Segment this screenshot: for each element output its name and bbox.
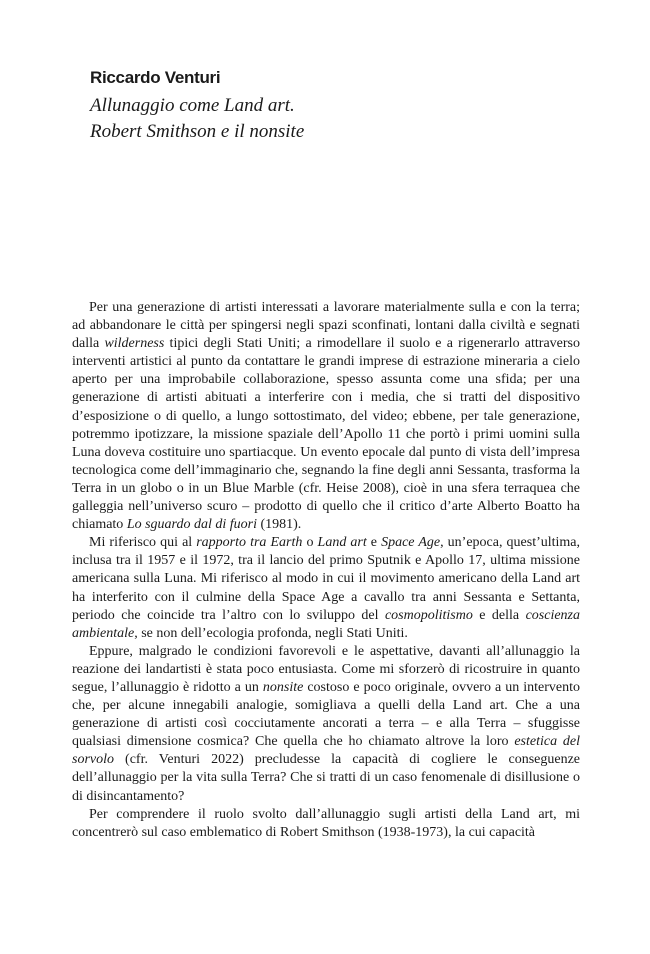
text-run: , un’epoca, quest’ultima, inclusa tra il 1957 e il 1972, tra il lancio del primo Sputnik e Apollo 17, ultima missione americana sulla Luna. Mi riferisco al modo in cui il movimento americano della Land art ha interferito con il culmine della Space Age a cavallo tra anni Sessanta e Settanta, periodo che coincide tra l’altro con lo sviluppo del — [72, 535, 581, 623]
body-paragraph-2 — [72, 534, 580, 643]
text-run: (cfr. Venturi 2022) precludesse la capacità di cogliere le conseguenze dell’allunaggio per la vita sulla Terra? Che si tratti di un caso fenomenale di disillusione o di disincantamento? — [72, 752, 580, 804]
text-run: tipici degli Stati Uniti; a rimodellare il suolo e a rigenerarlo attraverso interventi artistici al punto da contattare le grandi imprese di estrazione mineraria a cielo aperto per una improbabile collaborazione, spesso assunta come una sfida; per una generazione di artisti abituati a interferire con i media, che si tratti del dispositivo d’esposizione o di quello, a lungo sottostimato, del video; ebbene, per tale generazione, potremmo ipotizzare, la missione spaziale dell’Apollo 11 che portò i primi uomini sulla Luna doveva costituire uno spartiacque. Un evento epocale dal punto di vista dell’impresa tecnologica come dell’immaginario che, segnando la fine degli anni Sessanta, trasforma la Terra in un globo o in un Blue Marble (cfr. Heise 2008), cioè in una sfera terraquea che galleggia nell’universo scuro – prodotto di quello che il critico d’arte Alberto Boatto ha chiamato — [72, 336, 580, 533]
text-run: e — [366, 535, 382, 551]
italic-text: coscienza ambientale — [72, 607, 580, 641]
body-text — [72, 299, 580, 842]
italic-text: rapporto tra Earth — [196, 535, 303, 551]
body-paragraph-4 — [72, 806, 580, 842]
text-run: Per una generazione di artisti interessati a lavorare materialmente sulla e con la terra; ad abbandonare le città per spingersi negli spazi sconfinati, lontani dalla civiltà e segnati dalla — [72, 300, 580, 352]
chapter-title-line-1: Allunaggio come Land art. — [90, 95, 295, 116]
italic-text: Space Age — [381, 535, 441, 551]
text-run: Eppure, malgrado le condizioni favorevoli e le aspettative, davanti all’allunaggio la reazione dei landartisti è stata poco entusiasta. Come mi sforzerò di ricostruire in quanto segue, l’allunaggio è ridotto a un — [72, 643, 580, 695]
text-run: , se non dell’ecologia profonda, negli Stati Uniti. — [134, 625, 408, 641]
italic-text: Land art — [317, 535, 367, 551]
chapter-title-line-2: Robert Smithson e il nonsite — [90, 121, 305, 142]
italic-text: wilderness — [104, 336, 165, 352]
text-run: costoso e poco originale, ovvero a un intervento che, per alcune innegabili analogie, somigliava a quelli della Land art. Che a una generazione di artisti così cocciutamente ancorati a terra – e alla Terra – sfuggisse qualsiasi dimensione cosmica? Che quella che ho chiamato altrove la loro — [72, 679, 580, 750]
italic-text: nonsite — [262, 679, 304, 695]
chapter-title — [90, 93, 304, 145]
body-paragraph-1 — [72, 299, 580, 534]
text-run: Per comprendere il ruolo svolto dall’allunaggio sugli artisti della Land art, mi concentrerò sul caso emblematico di Robert Smithson (1938-1973), la cui capacità — [72, 806, 580, 840]
body-paragraph-3 — [72, 643, 580, 806]
text-run: (1981). — [256, 517, 302, 533]
italic-text: Lo sguardo dal di fuori — [126, 517, 257, 533]
italic-text: estetica del sorvolo — [72, 734, 580, 768]
text-run: e della — [472, 607, 526, 623]
italic-text: cosmopolitismo — [384, 607, 473, 623]
author-name: Riccardo Venturi — [90, 68, 221, 87]
text-run: Mi riferisco qui al — [89, 535, 197, 551]
text-run: o — [302, 535, 318, 551]
